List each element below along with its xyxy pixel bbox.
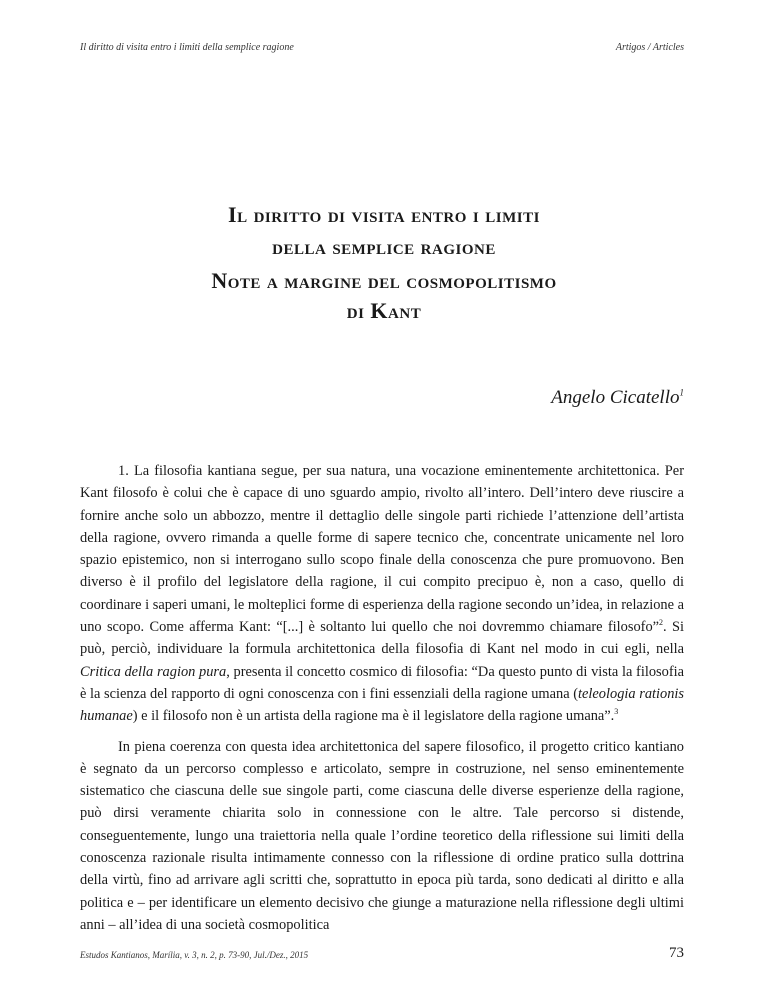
text-run: . Si può, perciò, individuare la formula architettonica della filosofia di Kant nel modo in cui egli, nella: [80, 619, 684, 658]
title-line-2: della semplice ragione: [272, 234, 496, 259]
italic-text: teleologia rationis humanae: [80, 685, 684, 725]
text-run: , presenta il concetto cosmico di filosofia: “Da questo punto di vista la filosofia è la scienza del rapporto di ogni conoscenza con i fini essenziali della ragione umana (: [80, 663, 684, 702]
subtitle-line-1: Note a margine del cosmopolitismo: [211, 268, 557, 293]
footer-citation: Estudos Kantianos, Marília, v. 3, n. 2, p. 73-90, Jul./Dez., 2015: [80, 950, 309, 960]
author-footnote-marker[interactable]: 1: [679, 387, 684, 398]
text-run: In piena coerenza con questa idea architettonica del sapere filosofico, il progetto critico kantiano è segnato da un percorso complesso e articolato, sempre in costruzione, nel senso eminentemente sistematico che ciascuna delle sue singole parti, come ciascuna delle diverse esperienze della ragione, può dirsi veramente chiarita solo in connessione con le altre. Tale percorso si distende, conseguentemente, lungo una traiettoria nella quale l’ordine teoretico della riflessione sui limiti della conoscenza razionale risulta intimamente connesso con la riflessione di ordine pratico sulla dottrina della virtù, fino ad arrivare agli scritti che, soprattutto in epoca più tarda, sono dedicati al diritto e alla politica e – per identificare un elemento decisivo che giunge a maturazione nella riflessione degli ultimi anni – all’idea di una società cosmopolitica: [80, 738, 684, 933]
footnote-marker[interactable]: 2: [659, 618, 664, 628]
footnote-marker[interactable]: 3: [614, 707, 619, 717]
author-name-text: Angelo Cicatello: [551, 387, 680, 408]
page-number: 73: [669, 945, 684, 961]
paragraph-1: [80, 460, 684, 728]
paragraph-2: [80, 736, 684, 937]
subtitle-line-2: di Kant: [346, 298, 422, 323]
running-header-right: Artigos / Articles: [615, 42, 684, 53]
article-title: [0, 200, 768, 326]
running-header-left: Il diritto di visita entro i limiti della semplice ragione: [80, 42, 294, 53]
text-run: 1. La filosofia kantiana segue, per sua natura, una vocazione eminentemente architettonica. Per Kant filosofo è colui che è capace di uno sguardo ampio, rivolto all’intero. Dell’intero deve riuscire a fornire anche solo un abbozzo, mentre il dettaglio delle singole parti richiede l’attenzione dell’artista della ragione, ovvero rimanda a quelle forme di sapere tecnico che, concentrate unicamente nel loro spazio epistemico, non si interrogano sullo scopo finale della conoscenza che pure promuovono. Ben diverso è il profilo del legislatore della ragione, il cui compito precipuo è, non a caso, quello di coordinare i saperi umani, le molteplici forme di esperienza della ragione secondo un’idea, in relazione a uno scopo. Come afferma Kant: “[...] è soltanto lui quello che noi dovremmo chiamare filosofo”: [80, 463, 684, 636]
title-line-1: Il diritto di visita entro i limiti: [228, 202, 540, 227]
author-name: [551, 387, 684, 409]
article-body: [80, 460, 684, 944]
text-run: ) e il filosofo non è un artista della ragione ma è il legislatore della ragione umana”.: [132, 708, 615, 725]
italic-text: Critica della ragion pura: [80, 663, 227, 680]
